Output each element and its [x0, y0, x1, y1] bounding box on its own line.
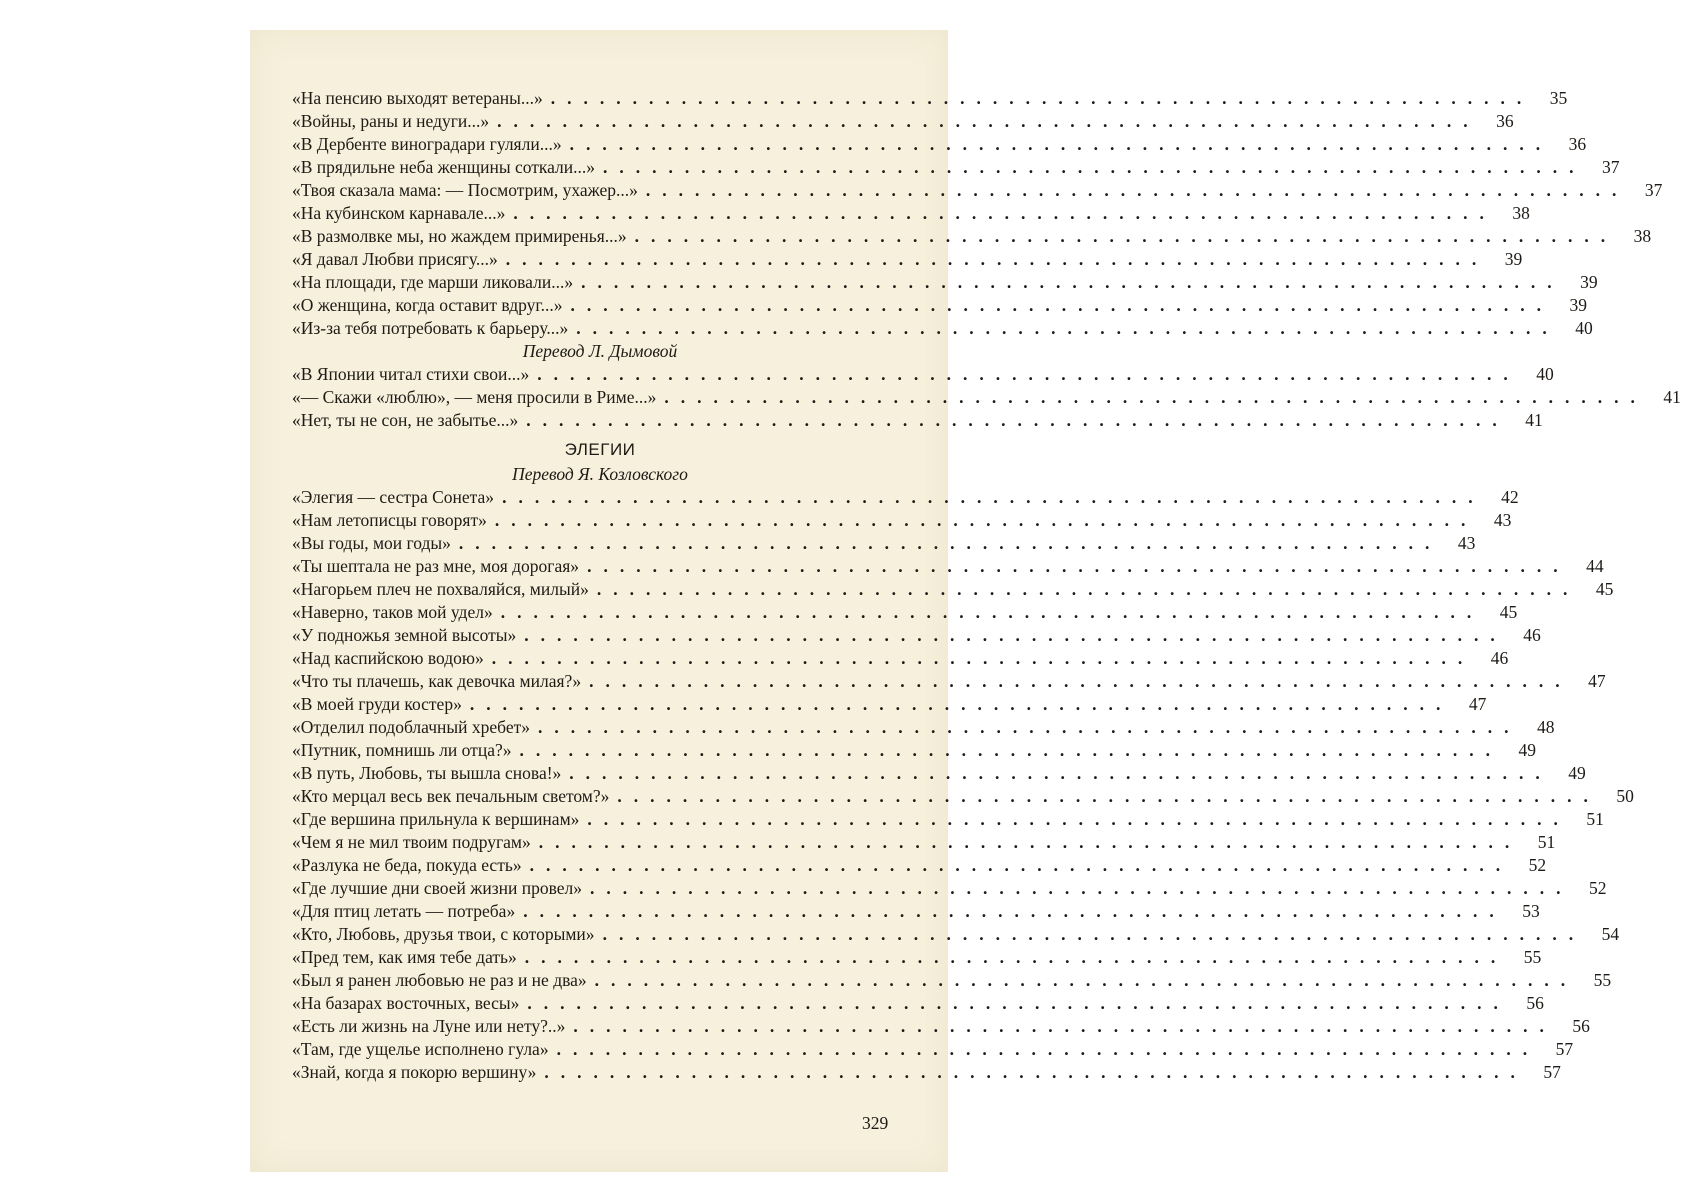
toc-entry — [292, 762, 1586, 785]
dot-leader: ............................................................ — [523, 901, 1506, 921]
dot-leader: ............................................................ — [500, 602, 1484, 622]
dot-leader: ............................................................ — [569, 134, 1553, 154]
dot-leader: ............................................................ — [590, 878, 1573, 898]
dot-leader: ............................................................ — [596, 579, 1580, 599]
toc-entry-title: «На пенсию выходят ветераны...» — [292, 88, 543, 108]
toc-entry — [292, 992, 1544, 1015]
toc-entry-title: «Твоя сказала мама: — Посмотрим, ухажер...» — [292, 180, 638, 200]
toc-entry-page: 57 — [1543, 1062, 1561, 1082]
toc-entry — [292, 693, 1487, 716]
dot-leader: ............................................................ — [589, 671, 1572, 691]
dot-leader: ............................................................ — [570, 295, 1554, 315]
toc-entry — [292, 156, 1620, 179]
toc-entry — [292, 900, 1540, 923]
toc-entry-title: «Над каспийскою водою» — [292, 648, 484, 668]
toc-entry-page: 47 — [1468, 694, 1487, 714]
dot-leader: ............................................................ — [594, 970, 1578, 990]
toc-entry — [292, 854, 1547, 877]
toc-entry — [292, 532, 1476, 555]
toc-entry-page: 45 — [1595, 579, 1614, 599]
dot-leader: ............................................................ — [550, 88, 1534, 108]
dot-leader: ............................................................ — [569, 763, 1552, 783]
toc-entry-page: 55 — [1593, 970, 1612, 990]
toc-entry — [292, 969, 1612, 992]
toc-entry-title: «Элегия — сестра Сонета» — [292, 487, 495, 507]
dot-leader: ............................................................ — [537, 364, 1520, 384]
toc-entry-title: «О женщина, когда оставит вдруг...» — [292, 295, 563, 315]
dot-leader: ............................................................ — [581, 272, 1564, 292]
toc-entry-title: «На кубинском карнавале...» — [292, 203, 506, 223]
toc-entry-title: «Путник, помнишь ли отца?» — [292, 740, 512, 760]
toc-entry — [292, 877, 1607, 900]
toc-entry-page: 52 — [1528, 855, 1547, 875]
toc-entry-page: 39 — [1569, 295, 1588, 315]
toc-entry — [292, 271, 1598, 294]
toc-entry-title: «На площади, где марши ликовали...» — [292, 272, 574, 292]
toc-entry-page: 51 — [1586, 809, 1604, 829]
toc-entry-page: 49 — [1568, 763, 1586, 783]
toc-entry — [292, 294, 1588, 317]
toc-entry-title: «Где вершина прильнула к вершинам» — [292, 809, 580, 829]
toc-entry-title: «Что ты плачешь, как девочка милая?» — [292, 671, 582, 691]
toc-entry-title: «Разлука не беда, покуда есть» — [292, 855, 522, 875]
toc-entry-page: 56 — [1572, 1016, 1590, 1036]
toc-entry — [292, 486, 1519, 509]
toc-entry-title: «Наверно, таков мой удел» — [292, 602, 493, 622]
toc-entry-page: 40 — [1536, 364, 1554, 384]
book-page — [250, 30, 1681, 1172]
toc-entry — [292, 317, 1593, 340]
toc-entry-title: «Я давал Любви присягу...» — [292, 249, 498, 269]
dot-leader: ............................................................ — [524, 625, 1507, 645]
translator-heading-dymova: Перевод Л. Дымовой — [522, 341, 678, 361]
toc-entry-page: 37 — [1644, 180, 1663, 200]
dot-leader: ............................................................ — [513, 203, 1496, 223]
toc-entry-title: «Был я ранен любовью не раз и не два» — [292, 970, 587, 990]
toc-entry-title: «Для птиц летать — потреба» — [292, 901, 516, 921]
toc-entry — [292, 87, 1568, 110]
toc-entry-title: «— Скажи «люблю», — меня просили в Риме...» — [292, 387, 657, 407]
toc-entry-page: 51 — [1537, 832, 1556, 852]
dot-leader: ............................................................ — [524, 947, 1508, 967]
toc-entry-page: 50 — [1616, 786, 1634, 806]
toc-entry-title: «Войны, раны и недуги...» — [292, 111, 490, 131]
toc-entry-page: 53 — [1522, 901, 1540, 921]
dot-leader: ............................................................ — [505, 249, 1489, 269]
toc-entry — [292, 225, 1652, 248]
toc-entry — [292, 1061, 1561, 1084]
dot-leader: ............................................................ — [573, 1016, 1556, 1036]
toc-entry-page: 47 — [1588, 671, 1606, 691]
dot-leader: ............................................................ — [491, 648, 1475, 668]
toc-entry-page: 41 — [1663, 387, 1681, 407]
toc-entry-page: 49 — [1518, 740, 1536, 760]
toc-entry — [292, 578, 1614, 601]
toc-entry-title: «В размолвке мы, но жаждем примиренья...» — [292, 226, 627, 246]
toc-block-1 — [292, 87, 1663, 340]
toc-entry-page: 36 — [1568, 134, 1587, 154]
toc-entry — [292, 1038, 1574, 1061]
toc-entry — [292, 831, 1556, 854]
dot-leader: ............................................................ — [587, 809, 1570, 829]
toc-entry — [292, 601, 1518, 624]
toc-entry — [292, 555, 1604, 578]
dot-leader: ............................................................ — [527, 993, 1510, 1013]
toc-entry-page: 43 — [1493, 510, 1512, 530]
toc-entry — [292, 785, 1634, 808]
toc-entry-page: 52 — [1589, 878, 1607, 898]
toc-block-3 — [292, 486, 1634, 1084]
dot-leader: ............................................................ — [634, 226, 1618, 246]
toc-block-2 — [292, 363, 1681, 432]
table-of-contents — [292, 87, 1681, 1084]
toc-entry-title: «В путь, Любовь, ты вышла снова!» — [292, 763, 562, 783]
toc-entry-title: «У подножья земной высоты» — [292, 625, 517, 645]
toc-entry-page: 56 — [1526, 993, 1544, 1013]
toc-entry-title: «На базарах восточных, весы» — [292, 993, 520, 1013]
toc-entry-title: «Кто мерцал весь век печальным светом?» — [292, 786, 610, 806]
toc-entry-title: «Есть ли жизнь на Луне или нету?..» — [292, 1016, 566, 1036]
toc-entry-page: 37 — [1602, 157, 1620, 177]
toc-entry-title: «Знай, когда я покорю вершину» — [292, 1062, 537, 1082]
toc-entry — [292, 716, 1555, 739]
toc-entry-title: «Отделил подоблачный хребет» — [292, 717, 530, 737]
toc-entry — [292, 739, 1536, 762]
toc-entry-title: «Кто, Любовь, друзья твои, с которыми» — [292, 924, 595, 944]
toc-entry-title: «В Дербенте виноградари гуляли...» — [292, 134, 562, 154]
toc-entry-page: 45 — [1499, 602, 1518, 622]
toc-entry-page: 48 — [1537, 717, 1555, 737]
toc-entry-title: «В Японии читал стихи свои...» — [292, 364, 530, 384]
toc-entry — [292, 670, 1606, 693]
toc-entry-title: «Там, где ущелье исполнено гула» — [292, 1039, 549, 1059]
toc-entry-title: «В прядильне неба женщины соткали...» — [292, 157, 596, 177]
toc-entry-page: 42 — [1501, 487, 1519, 507]
toc-entry — [292, 509, 1512, 532]
toc-entry-page: 41 — [1525, 410, 1543, 430]
toc-entry — [292, 624, 1541, 647]
toc-entry — [292, 248, 1523, 271]
toc-entry-title: «В моей груди костер» — [292, 694, 462, 714]
dot-leader: ............................................................ — [645, 180, 1629, 200]
toc-entry — [292, 409, 1543, 432]
dot-leader: ............................................................ — [664, 387, 1647, 407]
toc-entry-page: 43 — [1457, 533, 1476, 553]
toc-entry — [292, 202, 1530, 225]
translator-heading-kozlovsky: Перевод Я. Козловского — [512, 464, 688, 484]
dot-leader: ............................................................ — [526, 410, 1509, 430]
toc-entry-page: 55 — [1523, 947, 1542, 967]
toc-entry — [292, 386, 1681, 409]
toc-entry — [292, 923, 1620, 946]
dot-leader: ............................................................ — [469, 694, 1453, 714]
toc-entry-page: 57 — [1555, 1039, 1574, 1059]
toc-entry-page: 39 — [1504, 249, 1523, 269]
toc-entry — [292, 133, 1587, 156]
dot-leader: ............................................................ — [602, 924, 1586, 944]
dot-leader: ............................................................ — [519, 740, 1502, 760]
dot-leader: ............................................................ — [497, 111, 1480, 131]
toc-entry-page: 36 — [1496, 111, 1514, 131]
toc-entry-title: «Где лучшие дни своей жизни провел» — [292, 878, 583, 898]
dot-leader: ............................................................ — [576, 318, 1559, 338]
toc-entry-page: 39 — [1580, 272, 1598, 292]
dot-leader: ............................................................ — [494, 510, 1478, 530]
toc-entry-title: «Пред тем, как имя тебе дать» — [292, 947, 517, 967]
toc-entry-page: 35 — [1549, 88, 1568, 108]
dot-leader: ............................................................ — [538, 717, 1521, 737]
toc-entry-page: 54 — [1601, 924, 1620, 944]
toc-entry-page: 44 — [1586, 556, 1604, 576]
toc-entry — [292, 363, 1554, 386]
dot-leader: ............................................................ — [603, 157, 1586, 177]
toc-entry-page: 38 — [1633, 226, 1652, 246]
toc-entry-title: «Вы годы, мои годы» — [292, 533, 451, 553]
toc-entry — [292, 110, 1514, 133]
toc-entry — [292, 946, 1542, 969]
toc-entry — [292, 808, 1604, 831]
toc-entry-page: 38 — [1512, 203, 1530, 223]
dot-leader: ............................................................ — [502, 487, 1485, 507]
toc-entry — [292, 1015, 1590, 1038]
toc-entry-title: «Из-за тебя потребовать к барьеру...» — [292, 318, 569, 338]
dot-leader: ............................................................ — [538, 832, 1522, 852]
toc-entry-title: «Ты шептала не раз мне, моя дорогая» — [292, 556, 580, 576]
dot-leader: ............................................................ — [458, 533, 1442, 553]
dot-leader: ............................................................ — [617, 786, 1600, 806]
dot-leader: ............................................................ — [587, 556, 1570, 576]
page-number: 329 — [862, 1113, 889, 1133]
toc-entry-page: 40 — [1575, 318, 1593, 338]
toc-entry-title: «Нам летописцы говорят» — [292, 510, 487, 530]
toc-entry-page: 46 — [1490, 648, 1509, 668]
toc-entry — [292, 647, 1509, 670]
toc-entry-title: «Нагорьем плеч не похваляйся, милый» — [292, 579, 589, 599]
toc-entry-title: «Чем я не мил твоим подругам» — [292, 832, 531, 852]
toc-entry-page: 46 — [1523, 625, 1541, 645]
dot-leader: ............................................................ — [544, 1062, 1527, 1082]
section-heading-elegies: ЭЛЕГИИ — [564, 440, 636, 459]
toc-entry — [292, 179, 1663, 202]
dot-leader: ............................................................ — [556, 1039, 1540, 1059]
toc-entry-title: «Нет, ты не сон, не забытье...» — [292, 410, 519, 430]
dot-leader: ............................................................ — [529, 855, 1513, 875]
